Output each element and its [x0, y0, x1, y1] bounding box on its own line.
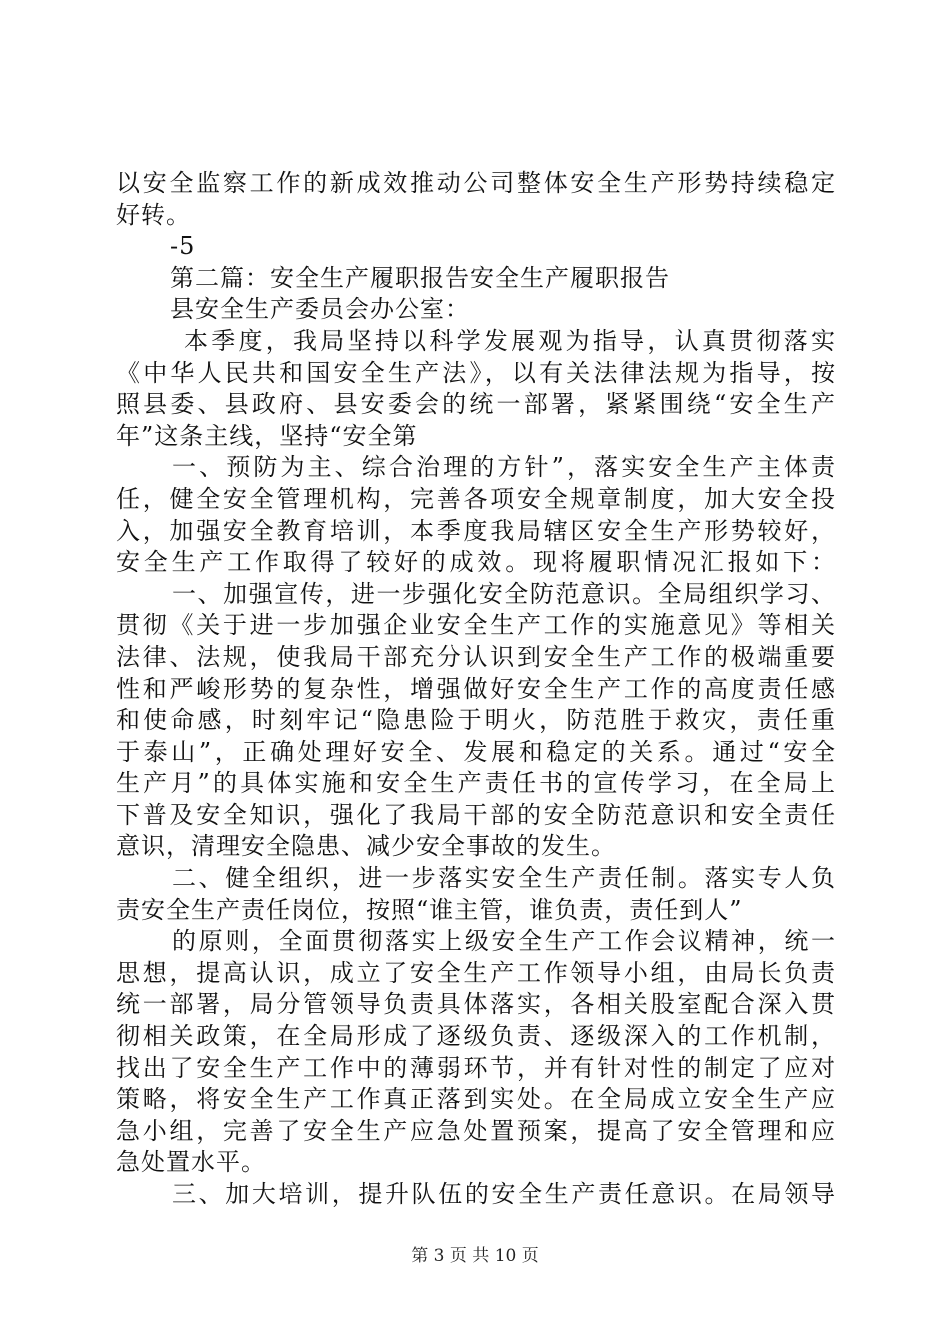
addressee: 县安全生产委员会办公室：	[170, 295, 470, 324]
body-line: 彻相关政策，在全局形成了逐级负责、逐级深入的工作机制，	[116, 1022, 836, 1051]
body-line: 下普及安全知识，强化了我局干部的安全防范意识和安全责任	[116, 800, 836, 829]
body-line: 思想，提高认识，成立了安全生产工作领导小组，由局长负责	[116, 958, 836, 987]
body-line: 照县委、县政府、县安委会的统一部署，紧紧围绕“安全生产	[116, 390, 836, 419]
body-line: 三、加大培训，提升队伍的安全生产责任意识。在局领导	[172, 1180, 836, 1208]
document-body	[116, 168, 836, 1211]
body-line: 生产月”的具体实施和安全生产责任书的宣传学习，在全局上	[116, 769, 836, 798]
page-footer	[0, 1241, 950, 1266]
body-line: 一、预防为主、综合治理的方针”，落实安全生产主体责	[172, 453, 836, 482]
body-line: 以安全监察工作的新成效推动公司整体安全生产形势持续稳定	[116, 169, 836, 197]
body-line: 任，健全安全管理机构，完善各项安全规章制度，加大安全投	[116, 484, 836, 513]
body-line: 年”这条主线，坚持“安全第	[116, 421, 418, 450]
body-line: 找出了安全生产工作中的薄弱环节，并有针对性的制定了应对	[116, 1053, 836, 1082]
body-line: 急小组，完善了安全生产应急处置预案，提高了安全管理和应	[116, 1116, 836, 1145]
body-line: 和使命感，时刻牢记“隐患险于明火，防范胜于救灾，责任重	[116, 706, 836, 735]
body-line: 于泰山”，正确处理好安全、发展和稳定的关系。通过“安全	[116, 737, 836, 766]
section-heading: 第二篇：安全生产履职报告安全生产履职报告	[170, 263, 670, 292]
page-number: 第 3 页 共 10 页	[411, 1246, 539, 1266]
body-line: 二、健全组织，进一步落实安全生产责任制。落实专人负	[172, 864, 836, 893]
body-line: 本季度，我局坚持以科学发展观为指导，认真贯彻落实	[184, 326, 836, 355]
body-line: 的原则，全面贯彻落实上级安全生产工作会议精神，统一	[172, 927, 836, 956]
body-line: 贯彻《关于进一步加强企业安全生产工作的实施意见》等相关	[116, 611, 836, 640]
body-line: 《中华人民共和国安全生产法》，以有关法律法规为指导，按	[116, 358, 836, 387]
body-line: 安全生产工作取得了较好的成效。现将履职情况汇报如下：	[116, 548, 836, 577]
body-line: 法律、法规，使我局干部充分认识到安全生产工作的极端重要	[116, 642, 836, 671]
body-line: 策略，将安全生产工作真正落到实处。在全局成立安全生产应	[116, 1085, 836, 1114]
body-line: 责安全生产责任岗位，按照“谁主管，谁负责，责任到人”	[116, 895, 743, 924]
page-marker: -5	[170, 232, 196, 261]
body-line: 入，加强安全教育培训，本季度我局辖区安全生产形势较好，	[116, 516, 836, 545]
body-line: 意识，清理安全隐患、减少安全事故的发生。	[116, 832, 616, 861]
body-line: 好转。	[116, 200, 191, 229]
body-line: 一、加强宣传，进一步强化安全防范意识。全局组织学习、	[172, 579, 836, 608]
body-line: 急处置水平。	[116, 1148, 266, 1177]
body-line: 性和严峻形势的复杂性，增强做好安全生产工作的高度责任感	[116, 674, 836, 703]
body-line: 统一部署，局分管领导负责具体落实，各相关股室配合深入贯	[116, 990, 836, 1019]
